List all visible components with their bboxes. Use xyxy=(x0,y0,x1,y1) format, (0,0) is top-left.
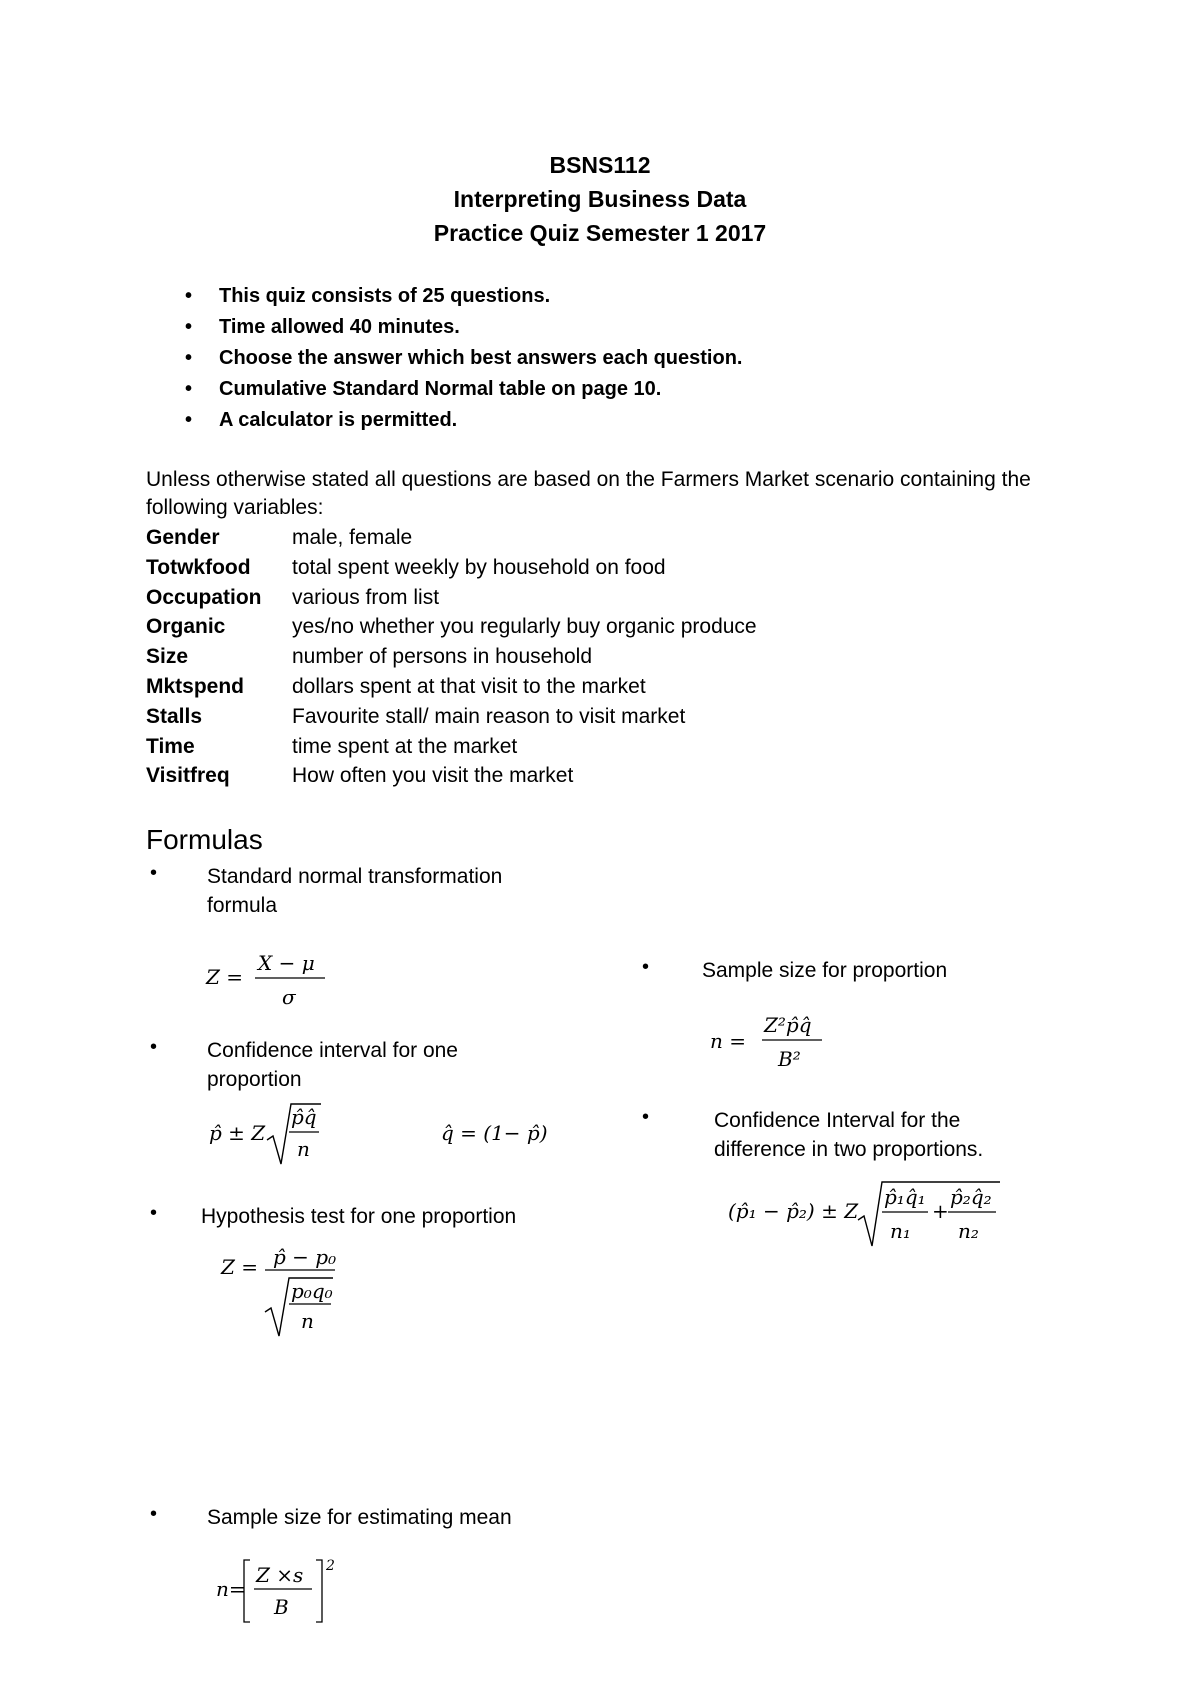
table-row: Stalls Favourite stall/ main reason to visit market xyxy=(146,704,686,728)
svg-text:n: n xyxy=(297,1137,310,1161)
svg-text:B²: B² xyxy=(778,1047,801,1071)
svg-text:+: + xyxy=(932,1199,949,1223)
ci-diff-label: Confidence Interval for the difference in two proportions. xyxy=(714,1109,984,1161)
quiz-title: Practice Quiz Semester 1 2017 xyxy=(433,220,767,246)
instructions-list xyxy=(185,281,742,436)
table-row: Gender male, female xyxy=(146,526,413,549)
svg-text:n₂: n₂ xyxy=(958,1219,979,1243)
table-row: Totwkfood total spent weekly by household on food xyxy=(146,555,666,579)
bullet-icon: • xyxy=(150,1036,158,1058)
svg-text:p̂ ± Z: p̂ ± Z xyxy=(209,1121,266,1145)
svg-text:n: n xyxy=(301,1309,314,1333)
ci-one-formula xyxy=(205,1098,565,1170)
variables-table xyxy=(146,523,757,791)
bullet-icon: • xyxy=(642,956,650,978)
svg-text:2: 2 xyxy=(326,1558,335,1574)
ci-one-label: Confidence interval for one proportion xyxy=(207,1039,458,1091)
bullet-icon: • xyxy=(150,1202,158,1224)
standard-normal-label: Standard normal transformation formula xyxy=(207,865,503,917)
svg-text:B: B xyxy=(274,1595,289,1619)
svg-text:p₀q₀: p₀q₀ xyxy=(291,1279,333,1303)
table-row: Organic yes/no whether you regularly buy organic produce xyxy=(146,615,757,639)
svg-text:σ: σ xyxy=(282,985,296,1009)
svg-text:Z =: Z = xyxy=(221,1255,259,1279)
table-row: Time time spent at the market xyxy=(146,734,518,758)
table-row: Occupation various from list xyxy=(146,585,440,609)
svg-text:X − μ: X − μ xyxy=(258,951,315,975)
svg-text:q̂ = (1− p̂): q̂ = (1− p̂) xyxy=(441,1121,548,1145)
svg-text:p̂₁q̂₁: p̂₁q̂₁ xyxy=(884,1185,926,1209)
svg-text:n₁: n₁ xyxy=(890,1219,911,1243)
sample-size-mean-label: Sample size for estimating mean xyxy=(207,1506,512,1529)
svg-text:n=: n= xyxy=(216,1577,246,1601)
bullet-icon: • xyxy=(642,1106,650,1128)
list-item: • Choose the answer which best answers each question. xyxy=(185,347,743,369)
table-row: Mktspend dollars spent at that visit to the market xyxy=(146,674,646,698)
list-item: • Time allowed 40 minutes. xyxy=(185,316,460,338)
bullet-icon: • xyxy=(150,862,158,884)
sample-size-prop-formula xyxy=(706,1008,826,1074)
hypothesis-test-label: Hypothesis test for one proportion xyxy=(201,1205,517,1228)
table-row: Visitfreq How often you visit the market xyxy=(146,764,574,788)
list-item: • A calculator is permitted. xyxy=(185,409,458,431)
svg-text:p̂ − p₀: p̂ − p₀ xyxy=(273,1245,337,1269)
z-transform-formula xyxy=(200,948,340,1012)
svg-text:p̂₂q̂₂: p̂₂q̂₂ xyxy=(950,1185,992,1209)
formulas-heading: Formulas xyxy=(146,824,263,855)
table-row: Size number of persons in household xyxy=(146,645,593,669)
list-item: • Cumulative Standard Normal table on page 10. xyxy=(185,378,662,400)
svg-text:Z =: Z = xyxy=(206,965,244,989)
svg-text:p̂q̂: p̂q̂ xyxy=(291,1105,317,1129)
ci-diff-formula xyxy=(724,1176,1014,1252)
intro-paragraph: Unless otherwise stated all questions are based on the Farmers Market scenario containing the following variables: xyxy=(146,468,1031,519)
svg-text:(p̂₁ − p̂₂) ± Z: (p̂₁ − p̂₂) ± Z xyxy=(728,1199,859,1223)
sample-size-mean-formula xyxy=(212,1552,342,1630)
bullet-icon: • xyxy=(150,1503,158,1525)
course-code: BSNS112 xyxy=(549,152,651,178)
hypothesis-test-formula xyxy=(215,1240,345,1340)
svg-text:Z²p̂q̂: Z²p̂q̂ xyxy=(764,1013,812,1037)
course-title: Interpreting Business Data xyxy=(453,186,747,212)
list-item: • This quiz consists of 25 questions. xyxy=(185,285,551,307)
svg-text:n =: n = xyxy=(710,1029,746,1053)
svg-text:Z ×s: Z ×s xyxy=(256,1563,304,1587)
sample-size-prop-label: Sample size for proportion xyxy=(702,959,948,982)
